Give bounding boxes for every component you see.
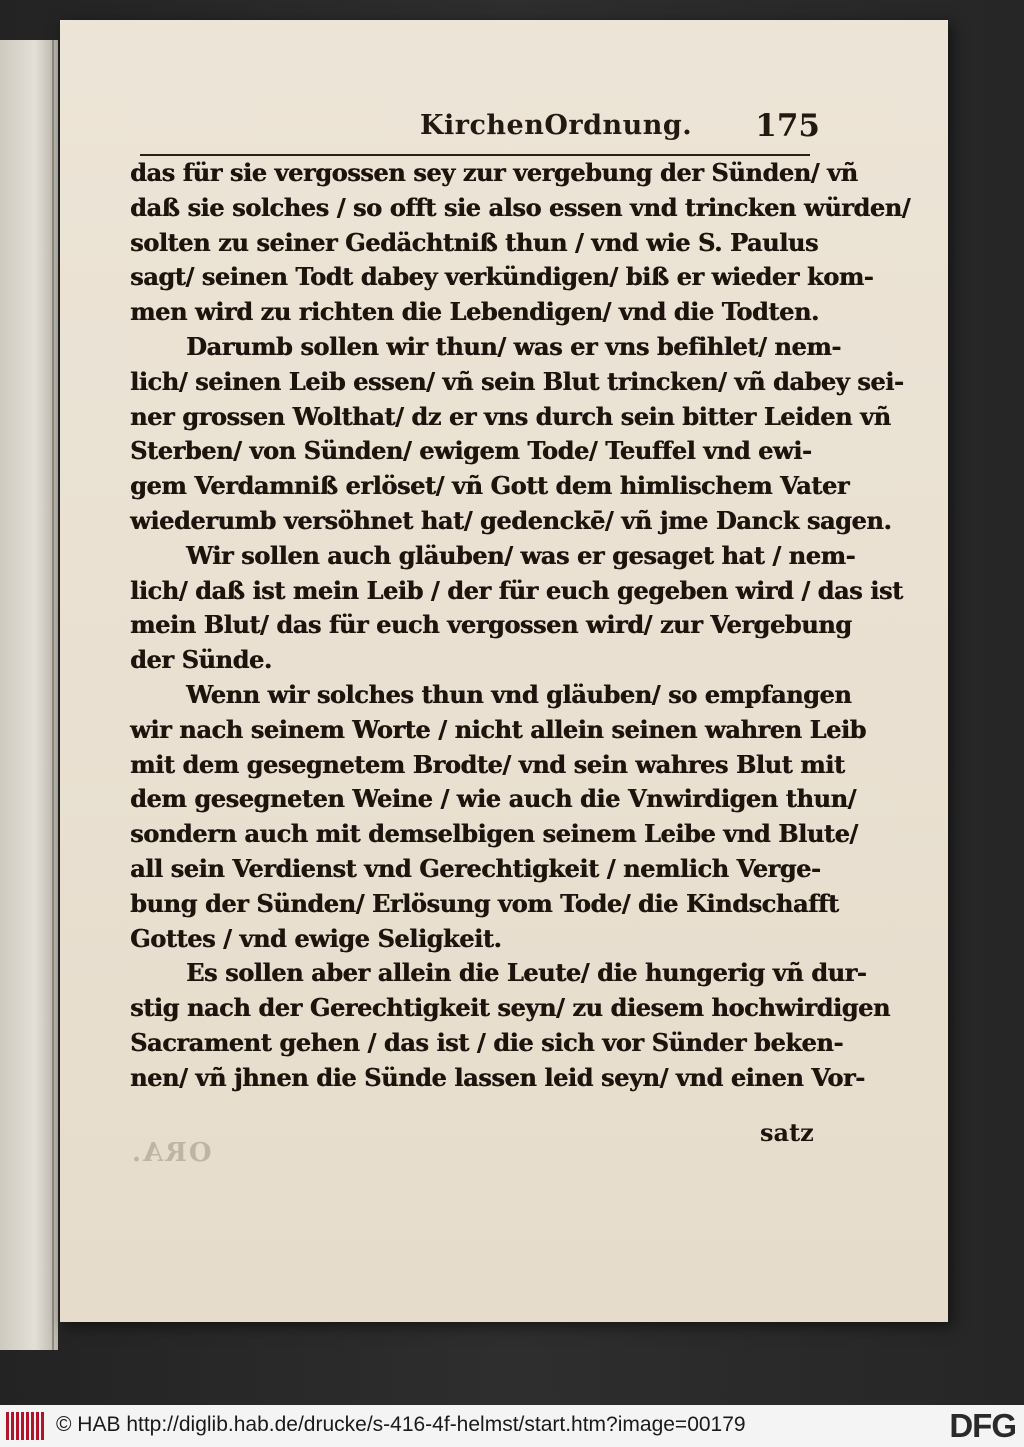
attribution-link[interactable]: © HAB http://diglib.hab.de/drucke/s-416-4f-helmst/start.htm?image=00179 bbox=[56, 1413, 746, 1436]
text-line: men wird zu richten die Lebendigen/ vnd die Todten. bbox=[130, 297, 819, 327]
text-line: dem gesegneten Weine / wie auch die Vnwirdigen thun/ bbox=[130, 784, 856, 814]
running-head bbox=[140, 108, 820, 148]
text-line: nen/ vñ jhnen die Sünde lassen leid seyn/ vnd einen Vor- bbox=[130, 1062, 865, 1092]
text-line: stig nach der Gerechtigkeit seyn/ zu diesem hochwirdigen bbox=[130, 993, 890, 1023]
catchword: satz bbox=[760, 1118, 814, 1147]
text-line: Es sollen aber allein die Leute/ die hungerig vñ dur- bbox=[186, 958, 867, 988]
text-line: Gottes / vnd ewige Seligkeit. bbox=[130, 923, 502, 953]
running-title: KirchenOrdnung. bbox=[420, 110, 693, 141]
text-line: daß sie solches / so offt sie also essen vnd trincken würden/ bbox=[130, 192, 911, 222]
facing-page-gutter bbox=[52, 40, 54, 1350]
attribution-bar bbox=[0, 1405, 1024, 1447]
text-line: Darumb sollen wir thun/ was er vns befihlet/ nem- bbox=[186, 331, 841, 361]
text-block bbox=[130, 156, 911, 1096]
text-line: gem Verdamniß erlöset/ vñ Gott dem himlischem Vater bbox=[130, 471, 849, 501]
text-line: mit dem gesegnetem Brodte/ vnd sein wahres Blut mit bbox=[130, 749, 845, 779]
facing-page-edge bbox=[0, 40, 58, 1350]
text-line: Sterben/ von Sünden/ ewigem Tode/ Teuffel vnd ewi- bbox=[130, 436, 812, 466]
book-page bbox=[60, 20, 948, 1322]
text-line: der Sünde. bbox=[130, 645, 272, 675]
text-line: sagt/ seinen Todt dabey verkündigen/ biß er wieder kom- bbox=[130, 262, 874, 292]
text-line: sondern auch mit demselbigen seinem Leibe vnd Blute/ bbox=[130, 819, 858, 849]
text-line: Wir sollen auch gläuben/ was er gesaget hat / nem- bbox=[186, 540, 856, 570]
text-line: mein Blut/ das für euch vergossen wird/ zur Vergebung bbox=[130, 610, 852, 640]
text-line: wir nach seinem Worte / nicht allein seinen wahren Leib bbox=[130, 714, 866, 744]
text-line: lich/ daß ist mein Leib / der für euch gegeben wird / das ist bbox=[130, 575, 903, 605]
hab-barcode-logo-icon bbox=[6, 1412, 46, 1440]
text-line: wiederumb versöhnet hat/ gedenckē/ vñ jme Danck sagen. bbox=[130, 505, 892, 535]
page-number: 175 bbox=[755, 108, 820, 144]
text-line: all sein Verdienst vnd Gerechtigkeit / nemlich Verge- bbox=[130, 853, 821, 883]
text-line: solten zu seiner Gedächtniß thun / vnd wie S. Paulus bbox=[130, 227, 818, 257]
text-line: ner grossen Wolthat/ dz er vns durch sein bitter Leiden vñ bbox=[130, 401, 891, 431]
text-line: lich/ seinen Leib essen/ vñ sein Blut trincken/ vñ dabey sei- bbox=[130, 366, 904, 396]
text-line: das für sie vergossen sey zur vergebung der Sünden/ vñ bbox=[130, 158, 858, 187]
text-line: bung der Sünden/ Erlösung vom Tode/ die Kindschafft bbox=[130, 888, 839, 918]
text-line: Wenn wir solches thun vnd gläuben/ so empfangen bbox=[186, 679, 852, 709]
dfg-logo: DFG bbox=[949, 1407, 1016, 1444]
show-through-mark: ORA. bbox=[130, 1138, 212, 1168]
text-line: Sacrament gehen / das ist / die sich vor Sünder beken- bbox=[130, 1027, 843, 1057]
